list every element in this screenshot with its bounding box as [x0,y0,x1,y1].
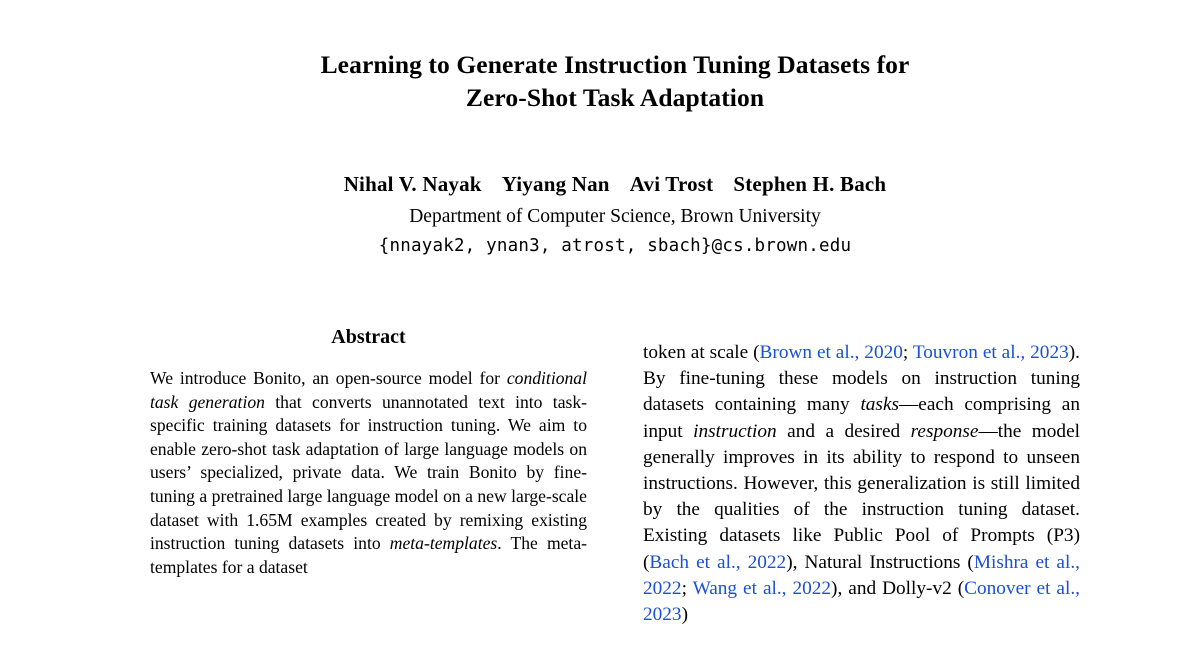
two-column-body [150,326,1080,628]
intro-column [643,326,1080,628]
abstract-text: We introduce Bonito, an open-source model for conditional task generation that converts unannotated text into task-specific training datasets for instruction tuning. We aim to enable zero-shot task adaptation of large language models on users’ specialized, private data. We train Bonito by fine-tuning a pretrained large language model on a new large-scale dataset with 1.65M examples created by remixing existing instruction tuning datasets into meta-templates. The meta-templates for a dataset [150,368,588,577]
author-4: Stephen H. Bach [733,172,887,196]
author-1: Nihal V. Nayak [343,172,482,196]
author-2: Yiyang Nan [501,172,610,196]
page-title [150,48,1080,114]
author-list [150,172,1080,197]
title-line-1: Learning to Generate Instruction Tuning Datasets for [320,50,910,79]
affiliation: Department of Computer Science, Brown University [409,206,821,227]
abstract-column [150,326,587,628]
paper-content [150,0,1080,648]
abstract-heading: Abstract [331,326,406,348]
title-line-2: Zero-Shot Task Adaptation [465,83,765,112]
author-emails: {nnayak2, ynan3, atrost, sbach}@cs.brown.edu [378,236,852,256]
intro-text: token at scale (Brown et al., 2020; Touvron et al., 2023). By fine-tuning these models on instruction tuning datasets containing many tasks—each comprising an input instruction and a desired response—the model generally improves in its ability to respond to unseen instructions. However, this generalization is still limited by the qualities of the instruction tuning dataset. Existing datasets like Public Pool of Prompts (P3) (Bach et al., 2022), Natural Instructions (Mishra et al., 2022; Wang et al., 2022), and Dolly-v2 (Conover et al., 2023) [643,342,1080,626]
author-3: Avi Trost [629,172,714,196]
